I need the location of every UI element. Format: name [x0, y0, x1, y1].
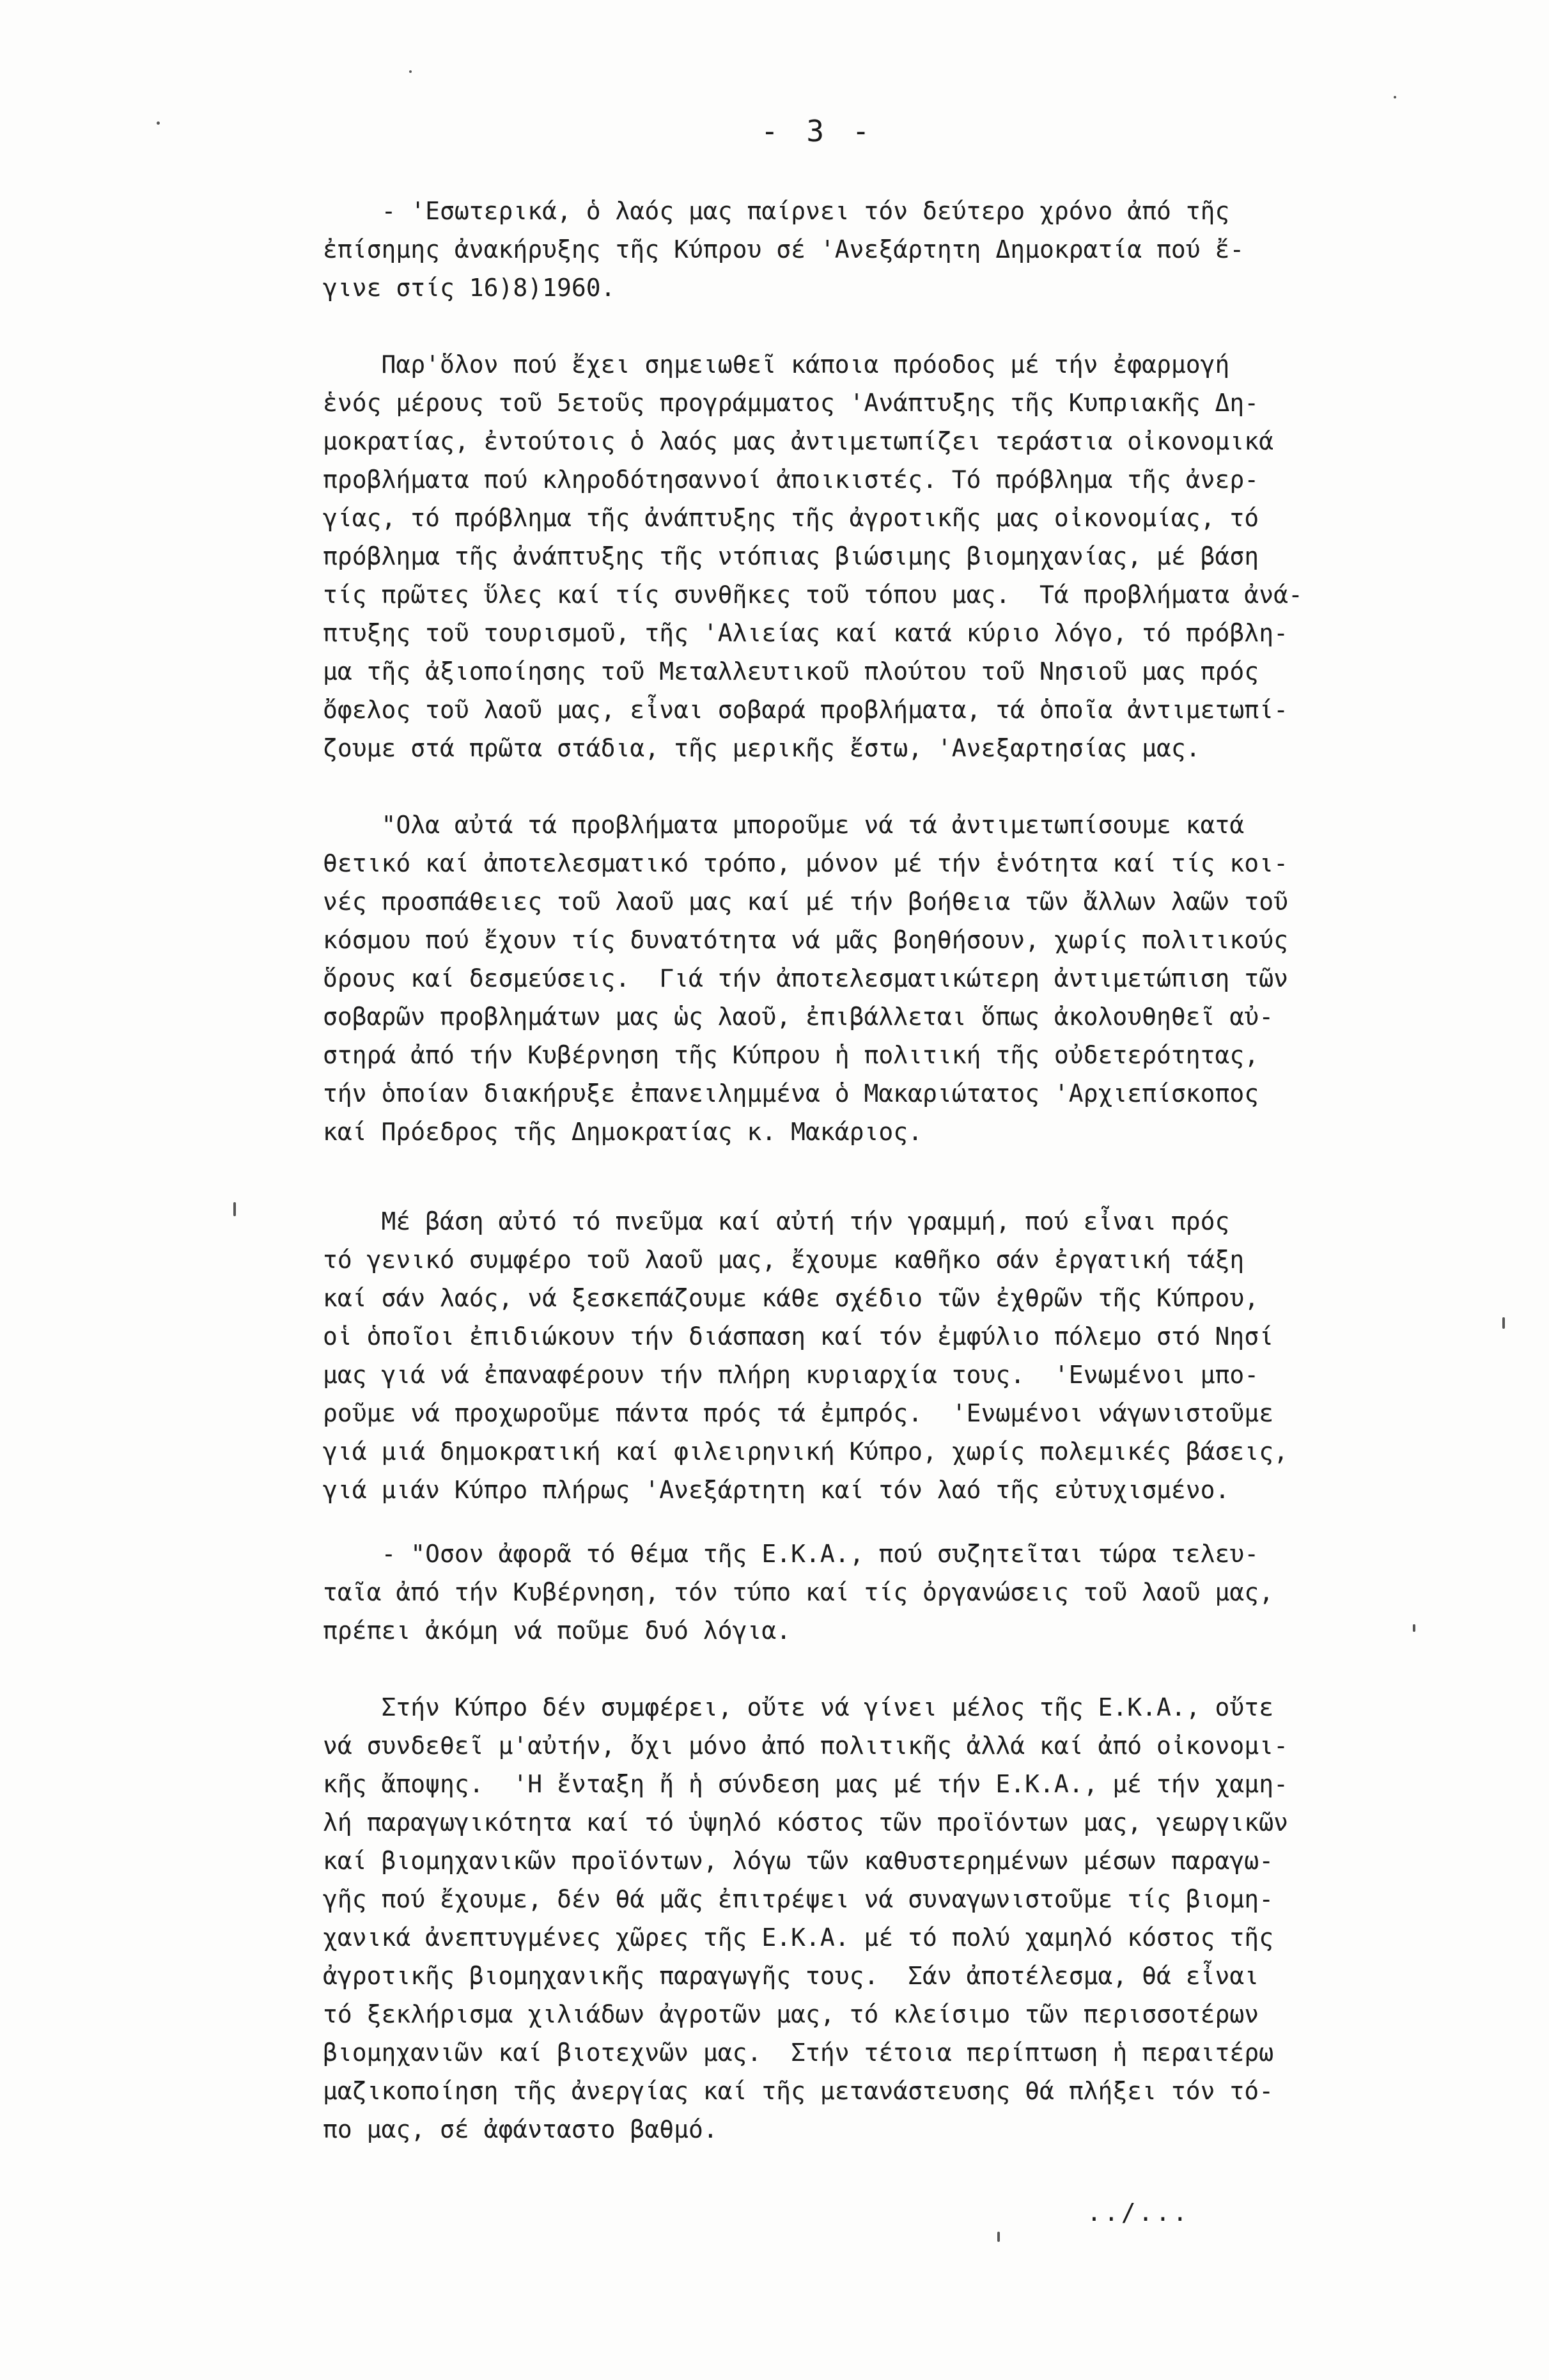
- page-number: - 3 -: [761, 114, 875, 148]
- paragraph-independence-anniversary: [323, 192, 1454, 307]
- text-line: ταῖα ἀπό τήν Κυβέρνηση, τόν τύπο καί τίς ὀργανώσεις τοῦ λαοῦ μας,: [323, 1578, 1274, 1606]
- continuation-mark: ../...: [1087, 2198, 1190, 2227]
- text-line: πρέπει ἀκόμη νά ποῦμε δυό λόγια.: [323, 1617, 791, 1645]
- text-line: λή παραγωγικότητα καί τό ὑψηλό κόστος τῶν προϊόντων μας, γεωργικῶν: [323, 1808, 1288, 1836]
- text-line: ἑνός μέρους τοῦ 5ετοῦς προγράμματος 'Ανάπτυξης τῆς Κυπριακῆς Δη-: [323, 389, 1259, 417]
- text-line: μας γιά νά ἐπαναφέρουν τήν πλήρη κυριαρχία τους. 'Ενωμένοι μπο-: [323, 1361, 1259, 1389]
- text-line: "Ολα αὐτά τά προβλήματα μποροῦμε νά τά ἀντιμετωπίσουμε κατά: [323, 811, 1245, 839]
- text-line: σοβαρῶν προβλημάτων μας ὡς λαοῦ, ἐπιβάλλεται ὅπως ἀκολουθηθεῖ αὐ-: [323, 1003, 1274, 1031]
- scan-speck: [1394, 96, 1396, 98]
- scan-speck: [233, 1202, 236, 1216]
- text-line: πτυξης τοῦ τουρισμοῦ, τῆς 'Αλιείας καί κατά κύριο λόγο, τό πρόβλη-: [323, 619, 1288, 647]
- text-line: τίς πρῶτες ὕλες καί τίς συνθῆκες τοῦ τόπου μας. Τά προβλήματα ἀνά-: [323, 581, 1303, 609]
- text-line: πο μας, σέ ἀφάνταστο βαθμό.: [323, 2115, 718, 2143]
- text-line: μαζικοποίηση τῆς ἀνεργίας καί τῆς μετανάστευσης θά πλήξει τόν τό-: [323, 2077, 1274, 2105]
- scan-speck: [1413, 1624, 1415, 1632]
- text-line: κόσμου πού ἔχουν τίς δυνατότητα νά μᾶς βοηθήσουν, χωρίς πολιτικούς: [323, 926, 1288, 954]
- text-line: κῆς ἄποψης. 'Η ἔνταξη ἤ ἡ σύνδεση μας μέ τήν Ε.Κ.Α., μέ τήν χαμη-: [323, 1770, 1288, 1798]
- text-line: νές προσπάθειες τοῦ λαοῦ μας καί μέ τήν βοήθεια τῶν ἄλλων λαῶν τοῦ: [323, 888, 1288, 916]
- text-line: καί Πρόεδρος τῆς Δημοκρατίας κ. Μακάριος.: [323, 1118, 922, 1146]
- text-line: Στήν Κύπρο δέν συμφέρει, οὔτε νά γίνει μέλος τῆς Ε.Κ.Α., οὔτε: [323, 1693, 1274, 1721]
- text-line: τό ξεκλήρισμα χιλιάδων ἀγροτῶν μας, τό κλείσιμο τῶν περισσοτέρων: [323, 2000, 1259, 2028]
- text-line: γιά μιά δημοκρατική καί φιλειρηνική Κύπρο, χωρίς πολεμικές βάσεις,: [323, 1437, 1288, 1466]
- text-line: Μέ βάση αὐτό τό πνεῦμα καί αὐτή τήν γραμμή, πού εἶναι πρός: [323, 1207, 1230, 1235]
- text-line: ζουμε στά πρῶτα στάδια, τῆς μερικῆς ἔστω, 'Ανεξαρτησίας μας.: [323, 734, 1201, 762]
- text-line: καί σάν λαός, νά ξεσκεπάζουμε κάθε σχέδιο τῶν ἐχθρῶν τῆς Κύπρου,: [323, 1284, 1259, 1312]
- text-line: στηρά ἀπό τήν Κυβέρνηση τῆς Κύπρου ἡ πολιτική τῆς οὐδετερότητας,: [323, 1041, 1259, 1069]
- text-line: οἱ ὁποῖοι ἐπιδιώκουν τήν διάσπαση καί τόν ἐμφύλιο πόλεμο στό Νησί: [323, 1322, 1274, 1350]
- text-line: γῆς πού ἔχουμε, δέν θά μᾶς ἐπιτρέψει νά συναγωνιστοῦμε τίς βιομη-: [323, 1885, 1274, 1913]
- text-line: τήν ὁποίαν διακήρυξε ἐπανειλημμένα ὁ Μακαριώτατος 'Αρχιεπίσκοπος: [323, 1079, 1259, 1108]
- text-line: γίας, τό πρόβλημα τῆς ἀνάπτυξης τῆς ἀγροτικῆς μας οἰκονομίας, τό: [323, 504, 1259, 532]
- text-line: τό γενικό συμφέρο τοῦ λαοῦ μας, ἔχουμε καθῆκο σάν ἐργατική τάξη: [323, 1246, 1245, 1274]
- text-line: καί βιομηχανικῶν προϊόντων, λόγω τῶν καθυστερημένων μέσων παραγω-: [323, 1847, 1274, 1875]
- text-line: - "Οσον ἀφορᾶ τό θέμα τῆς Ε.Κ.Α., πού συζητεῖται τώρα τελευ-: [323, 1540, 1259, 1568]
- text-line: νά συνδεθεῖ μ'αὐτήν, ὄχι μόνο ἀπό πολιτικῆς ἀλλά καί ἀπό οἰκονομι-: [323, 1732, 1288, 1760]
- text-line: προβλήματα πού κληροδότησαννοί ἀποικιστές. Τό πρόβλημα τῆς ἀνερ-: [323, 466, 1259, 494]
- text-line: γιά μιάν Κύπρο πλήρως 'Ανεξάρτητη καί τόν λαό τῆς εὐτυχισμένο.: [323, 1476, 1230, 1504]
- paragraph-eec-intro: [323, 1535, 1454, 1650]
- scan-speck: [409, 70, 412, 73]
- text-line: γινε στίς 16)8)1960.: [323, 274, 616, 302]
- text-line: θετικό καί ἀποτελεσματικό τρόπο, μόνον μέ τήν ἑνότητα καί τίς κοι-: [323, 849, 1288, 877]
- scan-speck: [157, 121, 160, 125]
- text-line: ὅρους καί δεσμεύσεις. Γιά τήν ἀποτελεσματικώτερη ἀντιμετώπιση τῶν: [323, 964, 1288, 992]
- scan-speck: [1502, 1317, 1505, 1329]
- text-line: βιομηχανιῶν καί βιοτεχνῶν μας. Στήν τέτοια περίπτωση ἡ περαιτέρω: [323, 2039, 1274, 2067]
- text-line: πρόβλημα τῆς ἀνάπτυξης τῆς ντόπιας βιώσιμης βιομηχανίας, μέ βάση: [323, 542, 1259, 570]
- text-line: χανικά ἀνεπτυγμένες χῶρες τῆς Ε.Κ.Α. μέ τό πολύ χαμηλό κόστος τῆς: [323, 1923, 1274, 1952]
- paragraph-economic-problems: [323, 345, 1454, 767]
- text-line: μοκρατίας, ἐντούτοις ὁ λαός μας ἀντιμετωπίζει τεράστια οἰκονομικά: [323, 427, 1274, 455]
- text-line: μα τῆς ἀξιοποίησης τοῦ Μεταλλευτικοῦ πλούτου τοῦ Νησιοῦ μας πρός: [323, 657, 1259, 685]
- text-line: ἐπίσημης ἀνακήρυξης τῆς Κύπρου σέ 'Ανεξάρτητη Δημοκρατία πού ἔ-: [323, 235, 1245, 263]
- text-line: ὄφελος τοῦ λαοῦ μας, εἶναι σοβαρά προβλήματα, τά ὁποῖα ἀντιμετωπί-: [323, 696, 1288, 724]
- text-line: Παρ'ὅλον πού ἔχει σημειωθεῖ κάποια πρόοδος μέ τήν ἐφαρμογή: [323, 350, 1230, 379]
- paragraph-unity: [323, 1202, 1454, 1509]
- paragraph-eec-consequences: [323, 1688, 1454, 2149]
- paragraph-neutrality-policy: [323, 806, 1454, 1151]
- scan-speck: [997, 2232, 1000, 2242]
- text-line: - 'Εσωτερικά, ὁ λαός μας παίρνει τόν δεύτερο χρόνο ἀπό τῆς: [323, 197, 1230, 225]
- text-line: ροῦμε νά προχωροῦμε πάντα πρός τά ἐμπρός. 'Ενωμένοι νάγωνιστοῦμε: [323, 1399, 1274, 1427]
- text-line: ἀγροτικῆς βιομηχανικῆς παραγωγῆς τους. Σάν ἀποτέλεσμα, θά εἶναι: [323, 1962, 1259, 1990]
